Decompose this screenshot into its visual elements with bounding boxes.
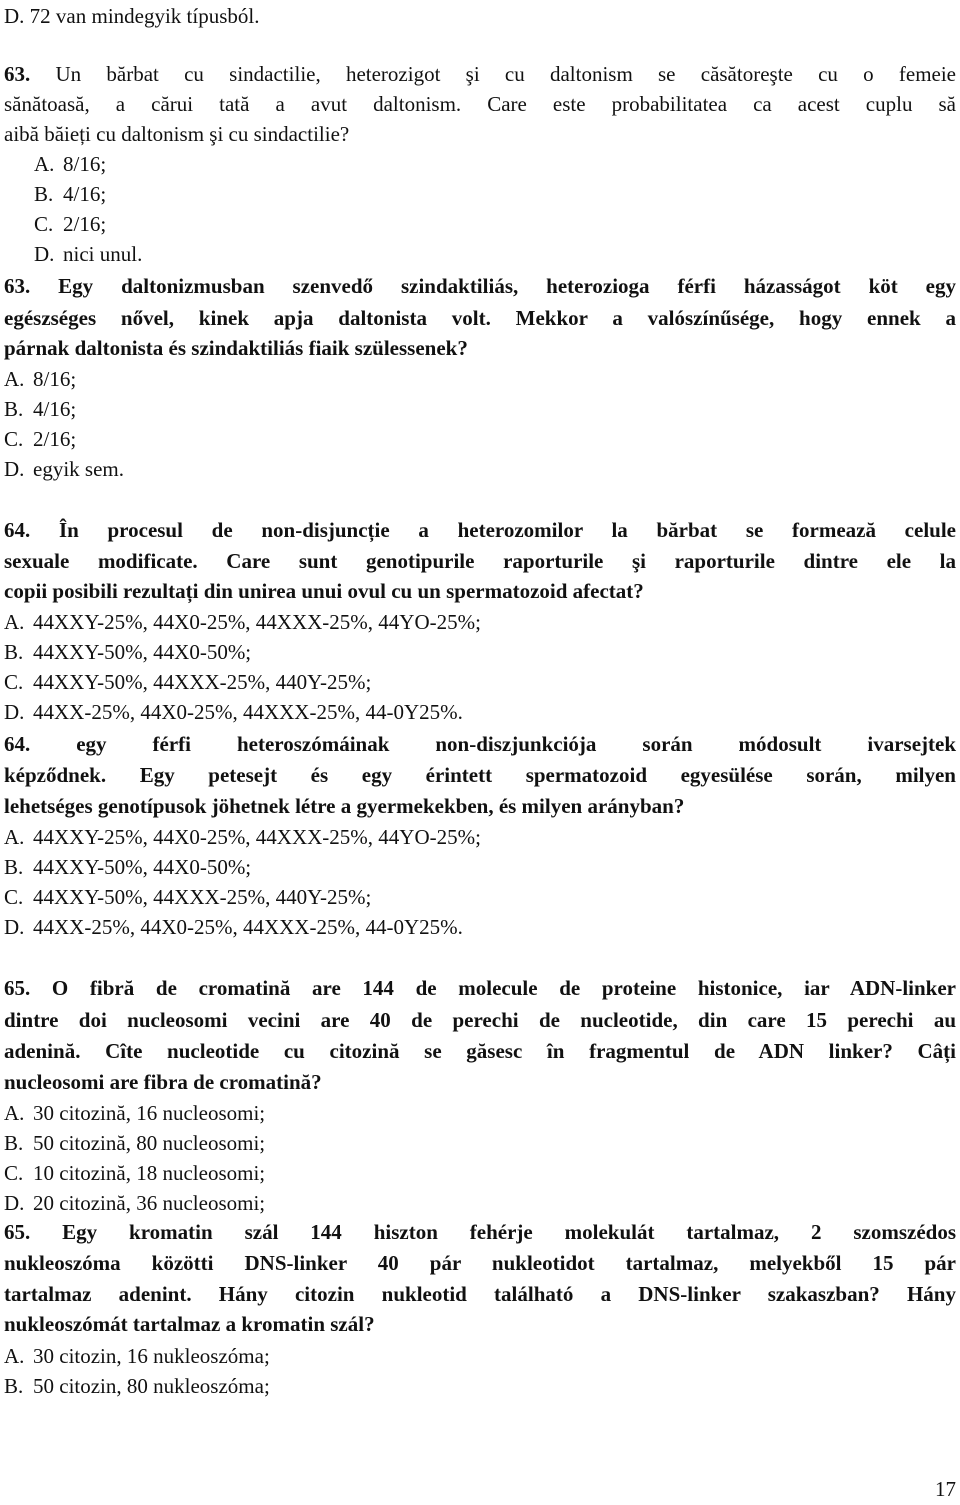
answer-option: A. 8/16; xyxy=(34,152,107,176)
answer-option: D. nici unul. xyxy=(34,242,143,266)
answer-option: D. egyik sem. xyxy=(4,457,124,481)
text-line: copii posibili rezultați din unirea unui ovul cu un spermatozoid afectat? xyxy=(4,579,644,603)
text-line: tartalmaz adenint. Hány citozin nukleotid található a DNS-linker szakaszban? Hány xyxy=(4,1282,956,1306)
answer-option: B. 44XXY-50%, 44X0-50%; xyxy=(4,855,252,879)
answer-option: C. 2/16; xyxy=(4,427,77,451)
question-number: 65. xyxy=(4,976,31,1000)
answer-option: A. 44XXY-25%, 44X0-25%, 44XXX-25%, 44YO-25%; xyxy=(4,610,481,634)
answer-option: C. 44XXY-50%, 44XXX-25%, 440Y-25%; xyxy=(4,670,372,694)
answer-option: A. 44XXY-25%, 44X0-25%, 44XXX-25%, 44YO-25%; xyxy=(4,825,481,849)
question-number: 63. xyxy=(4,62,31,86)
answer-option: B. 4/16; xyxy=(34,182,107,206)
question-number: 63. xyxy=(4,274,31,298)
answer-option: D. 20 citozină, 36 nucleosomi; xyxy=(4,1191,266,1215)
question-number: 64. xyxy=(4,732,31,756)
answer-option: A. 8/16; xyxy=(4,367,77,391)
answer-option: C. 10 citozină, 18 nucleosomi; xyxy=(4,1161,266,1185)
question-64-ro: 64. În procesul de non-disjuncție a heterozomilor la bărbat se formează celule xyxy=(4,518,956,542)
question-number: 64. xyxy=(4,518,31,542)
text-line: D. 72 van mindegyik típusból. xyxy=(4,4,260,28)
text-line: adenină. Cîte nucleotide cu citozină se găsesc în fragmentul de ADN linker? Câți xyxy=(4,1039,956,1063)
text-line: aibă băieți cu daltonism şi cu sindactilie? xyxy=(4,122,350,146)
text-line: nukleoszómát tartalmaz a kromatin szál? xyxy=(4,1312,375,1336)
text-line: nucleosomi are fibra de cromatină? xyxy=(4,1070,322,1094)
question-65-hu: 65. Egy kromatin szál 144 hiszton fehérje molekulát tartalmaz, 2 szomszédos xyxy=(4,1220,957,1244)
answer-option: B. 4/16; xyxy=(4,397,77,421)
text-line: párnak daltonista és szindaktiliás fiaik szülessenek? xyxy=(4,336,468,360)
question-63-hu: 63. Egy daltonizmusban szenvedő szindaktiliás, heterozioga férfi házasságot köt egy xyxy=(4,274,956,298)
text-line: képződnek. Egy petesejt és egy érintett spermatozoid egyesülése során, milyen xyxy=(4,763,956,787)
text-line: sexuale modificate. Care sunt genotipurile raporturile şi raporturile dintre ele la xyxy=(4,549,957,573)
text-line: dintre doi nucleosomi vecini are 40 de perechi de nucleotide, din care 15 perechi au xyxy=(4,1008,956,1032)
answer-option: C. 2/16; xyxy=(34,212,107,236)
answer-option: B. 44XXY-50%, 44X0-50%; xyxy=(4,640,252,664)
text-line: egészséges nővel, kinek apja daltonista volt. Mekkor a valószínűsége, hogy ennek a xyxy=(4,306,956,330)
answer-option: C. 44XXY-50%, 44XXX-25%, 440Y-25%; xyxy=(4,885,372,909)
question-number: 65. xyxy=(4,1220,31,1244)
text-line: sănătoasă, a cărui tată a avut daltonism. Care este probabilitatea ca acest cuplu să xyxy=(4,92,956,116)
page-number: 17 xyxy=(935,1477,956,1501)
answer-option: B. 50 citozină, 80 nucleosomi; xyxy=(4,1131,266,1155)
text-line: nukleoszóma közötti DNS-linker 40 pár nukleotidot tartalmaz, melyekből 15 pár xyxy=(4,1251,956,1275)
text-line: lehetséges genotípusok jöhetnek létre a gyermekekben, és milyen arányban? xyxy=(4,794,685,818)
answer-option: D. 44XX-25%, 44X0-25%, 44XXX-25%, 44-0Y25%. xyxy=(4,700,463,724)
answer-option: D. 44XX-25%, 44X0-25%, 44XXX-25%, 44-0Y25%. xyxy=(4,915,463,939)
answer-option: B. 50 citozin, 80 nukleoszóma; xyxy=(4,1374,270,1398)
answer-option: A. 30 citozin, 16 nukleoszóma; xyxy=(4,1344,270,1368)
answer-option: A. 30 citozină, 16 nucleosomi; xyxy=(4,1101,266,1125)
question-63-ro: 63. Un bărbat cu sindactilie, heterozigot şi cu daltonism se căsătoreşte cu o femeie xyxy=(4,62,957,86)
question-65-ro: 65. O fibră de cromatină are 144 de molecule de proteine histonice, iar ADN-linker xyxy=(4,976,957,1000)
question-64-hu: 64. egy férfi heteroszómáinak non-diszjunkciója során módosult ivarsejtek xyxy=(4,732,957,756)
